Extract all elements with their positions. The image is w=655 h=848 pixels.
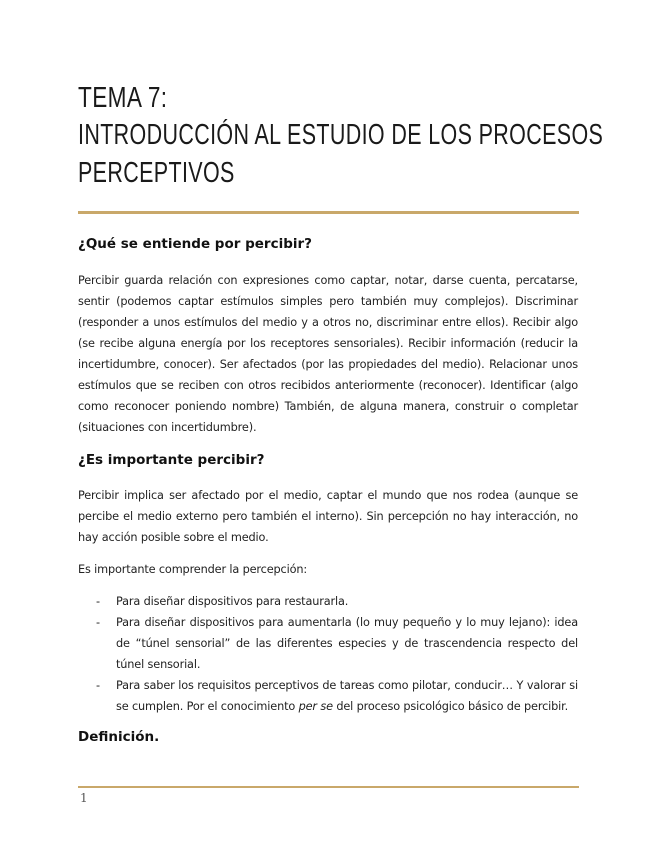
importance-list bbox=[78, 591, 578, 717]
title-topic-name-line1: INTRODUCCIÓN AL ESTUDIO DE LOS PROCESOS bbox=[78, 119, 604, 151]
list-dash: - bbox=[96, 616, 100, 629]
list-item-text-italic: per se bbox=[298, 700, 333, 713]
list-item bbox=[78, 591, 578, 612]
list-item-text-end: del proceso psicológico básico de percibir. bbox=[332, 700, 569, 713]
page-number: 1 bbox=[80, 791, 88, 805]
header-divider bbox=[78, 211, 579, 214]
section-heading-what-is-perceiving: ¿Qué se entiende por percibir? bbox=[78, 236, 312, 252]
section-heading-definition: Definición. bbox=[78, 729, 160, 745]
title-topic-number: TEMA 7: bbox=[78, 82, 168, 114]
title-topic-name-line2: PERCEPTIVOS bbox=[78, 157, 235, 189]
paragraph-list-intro: Es importante comprender la percepción: bbox=[78, 563, 308, 576]
paragraph-perceiving-definition: Percibir guarda relación con expresiones como captar, notar, darse cuenta, percatarse, sentir (podemos captar estímulos simples pero también muy complejos). Discriminar (responder a unos estímulos del medio y a otros no, discriminar entre ellos). Recibir algo (se recibe alguna energía por los receptores sensoriales). Recibir información (reducir la incertidumbre, conocer). Ser afectados (por las propiedades del medio). Relacionar unos estímulos que se reciben con otros recibidos anteriormente (reconocer). Identificar (algo como reconocer poniendo nombre) También, de alguna manera, construir o completar (situaciones con incertidumbre). bbox=[78, 274, 578, 434]
list-item bbox=[78, 675, 578, 717]
section-heading-is-perceiving-important: ¿Es importante percibir? bbox=[78, 452, 265, 468]
footer-divider bbox=[78, 786, 579, 788]
list-item-text: Para diseñar dispositivos para aumentarla (lo muy pequeño y lo muy lejano): idea de “túnel sensorial” de las diferentes especies y de trascendencia respecto del túnel sensorial. bbox=[116, 616, 578, 671]
list-item bbox=[78, 612, 578, 675]
list-dash: - bbox=[96, 595, 100, 608]
list-item-text-start: Para saber los requisitos perceptivos de tareas como pilotar, conducir… Y valorar si se cumplen. Por el conocimiento bbox=[116, 679, 578, 713]
paragraph-perceiving-importance: Percibir implica ser afectado por el medio, captar el mundo que nos rodea (aunque se percibe el medio externo pero también el interno). Sin percepción no hay interacción, no hay acción posible sobre el medio. bbox=[78, 489, 578, 544]
list-dash: - bbox=[96, 679, 100, 692]
list-item-text: Para diseñar dispositivos para restaurarla. bbox=[116, 595, 349, 608]
document-title bbox=[78, 80, 604, 192]
